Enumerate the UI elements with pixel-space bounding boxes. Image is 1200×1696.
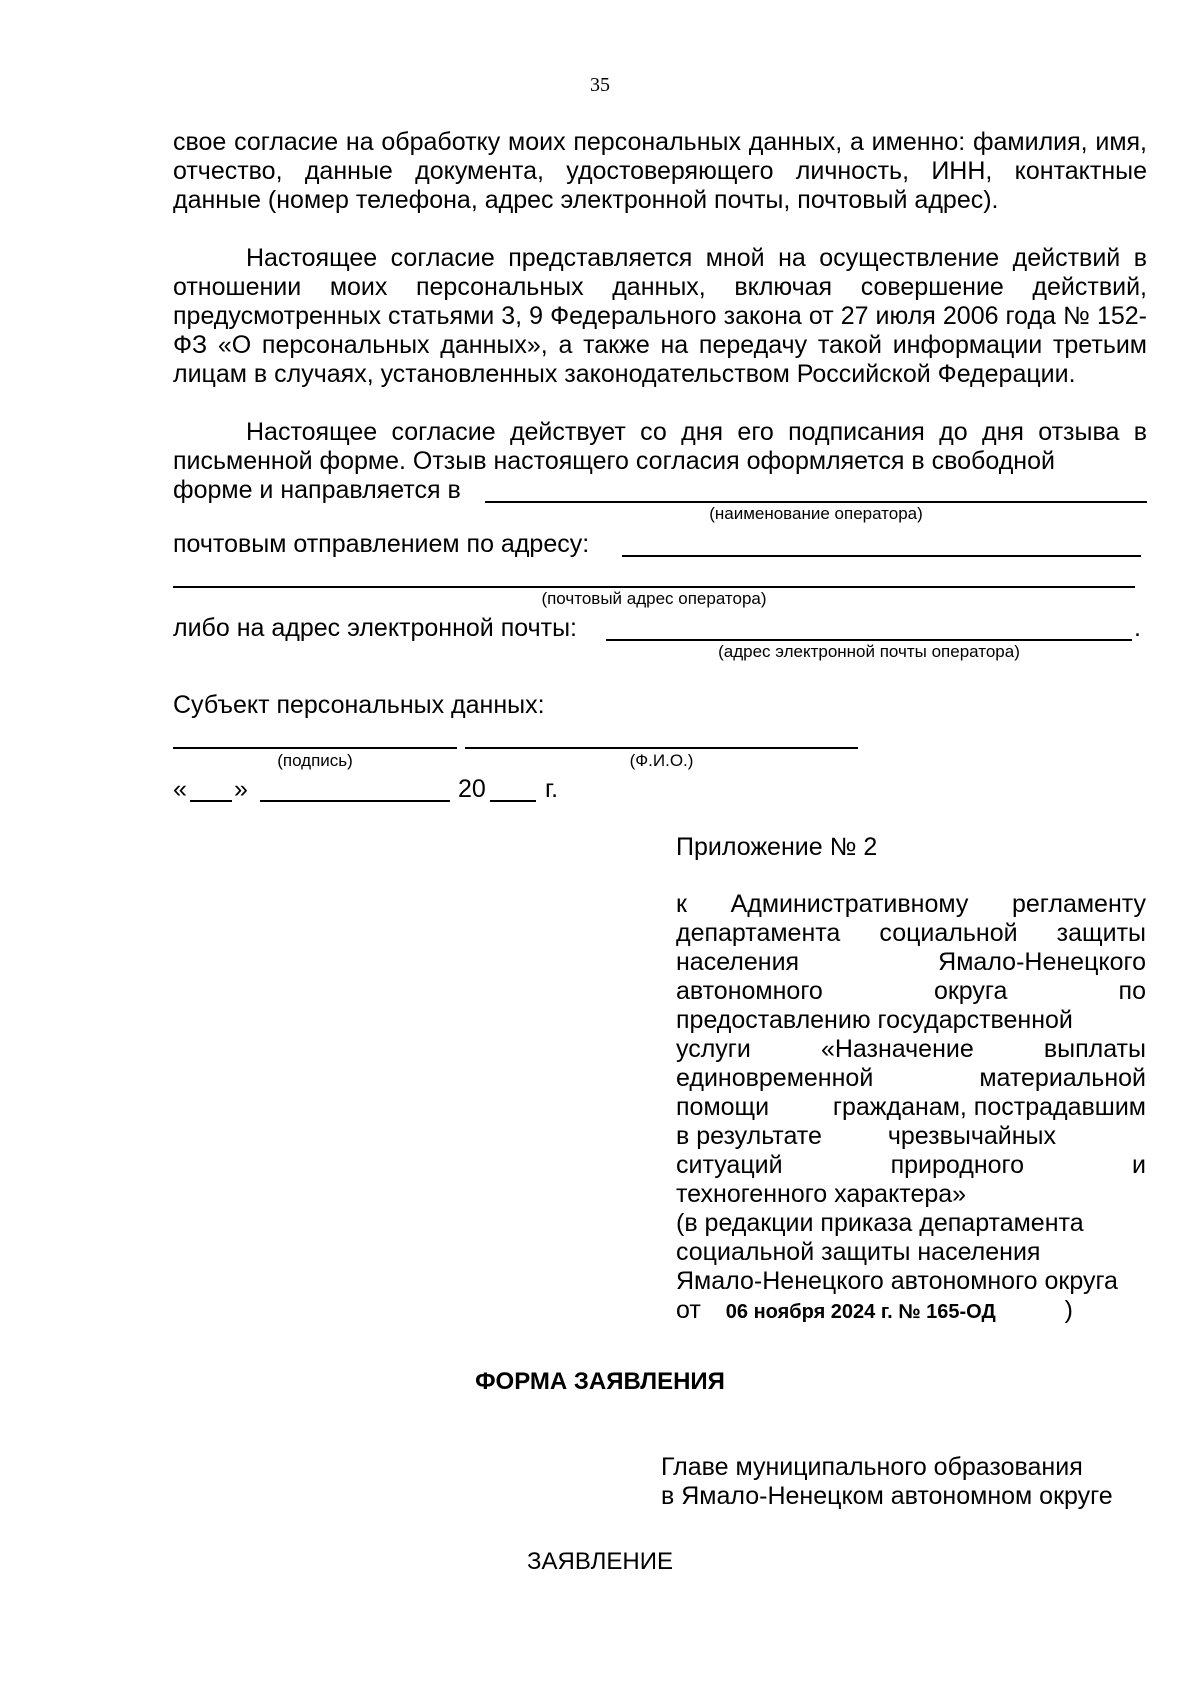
appendix-word: автономного: [676, 977, 823, 1005]
appendix-word: помощи: [676, 1093, 770, 1121]
edition-line: социальной защиты населения: [676, 1238, 1041, 1266]
consent-paragraph-1: свое согласие на обработку моих персональных данных, а именно: фамилия, имя, отчество, данные документа, удостоверяющего личность, ИНН, контактные данные (номер телефона, адрес электронной почты, почтовый адрес).: [173, 128, 1147, 214]
appendix-line: [676, 890, 1146, 919]
date-year-suffix: г.: [545, 775, 559, 803]
postal-address-line-1[interactable]: [622, 555, 1141, 557]
appendix-word: материальной: [979, 1064, 1146, 1092]
postal-address-line-2[interactable]: [173, 586, 1135, 588]
appendix-line: [676, 977, 1146, 1006]
appendix-word: и: [1132, 1151, 1146, 1179]
operator-name-caption: (наименование оператора): [709, 504, 923, 523]
statement-title: ЗАЯВЛЕНИЕ: [527, 1548, 673, 1575]
appendix-line: техногенного характера»: [676, 1180, 967, 1208]
fio-line[interactable]: [465, 747, 858, 749]
order-from-label: от: [676, 1296, 701, 1324]
appendix-word: в результате: [676, 1122, 822, 1150]
appendix-word: гражданам, пострадавшим: [832, 1093, 1146, 1121]
email-address-line[interactable]: [606, 639, 1132, 641]
appendix-word: чрезвычайных: [887, 1122, 1056, 1150]
appendix-word: ситуаций: [676, 1151, 783, 1179]
appendix-line: [676, 1122, 1146, 1151]
postal-address-caption: (почтовый адрес оператора): [541, 589, 767, 608]
order-close-paren: ): [1064, 1296, 1073, 1324]
appendix-line: [676, 1064, 1146, 1093]
edition-line: (в редакции приказа департамента: [676, 1209, 1084, 1237]
signature-line[interactable]: [173, 747, 457, 749]
signature-caption: (подпись): [277, 751, 353, 770]
date-quote-close: »: [234, 775, 248, 803]
appendix-word: «Назначение: [820, 1035, 974, 1063]
date-year-line[interactable]: [490, 800, 536, 802]
appendix-word: природного: [890, 1151, 1025, 1179]
email-end-dot: .: [1134, 614, 1141, 642]
appendix-line: [676, 1035, 1146, 1064]
appendix-word: Ямало-Ненецкого: [938, 948, 1146, 976]
subject-label: Субъект персональных данных:: [173, 691, 545, 719]
appendix-line: [676, 919, 1146, 948]
appendix-line: [676, 948, 1146, 977]
appendix-word: к: [676, 890, 687, 918]
appendix-word: услуги: [676, 1035, 751, 1063]
date-day-line[interactable]: [190, 800, 232, 802]
consent-paragraph-3: Настоящее согласие действует со дня его подписания до дня отзыва в письменной форме. Отзыв настоящего согласия оформляется в свободной: [173, 418, 1147, 475]
date-year-prefix: 20: [458, 775, 486, 803]
consent-paragraph-2: Настоящее согласие представляется мной на осуществление действий в отношении моих персональных данных, включая совершение действий, предусмотренных статьями 3, 9 Федерального закона от 27 июля 2006 года № 152-ФЗ «О персональных данных», а также на передачу такой информации третьим лицам в случаях, установленных законодательством Российской Федерации.: [173, 244, 1147, 388]
operator-name-line[interactable]: [485, 501, 1147, 503]
appendix-word: выплаты: [1043, 1035, 1146, 1063]
appendix-word: округа: [933, 977, 1008, 1005]
order-reference: 06 ноября 2024 г. № 165-ОД: [725, 1301, 996, 1323]
form-title: ФОРМА ЗАЯВЛЕНИЯ: [475, 1368, 725, 1395]
appendix-line: [676, 1093, 1146, 1122]
edition-line: Ямало-Ненецкого автономного округа: [676, 1267, 1118, 1295]
appendix-line: предоставлению государственной: [676, 1006, 1073, 1034]
email-address-caption: (адрес электронной почты оператора): [718, 642, 1020, 661]
operator-label: форме и направляется в: [173, 476, 461, 504]
appendix-text: [676, 890, 1146, 1327]
appendix-word: по: [1118, 977, 1146, 1005]
addressee-line-1: Главе муниципального образования: [661, 1453, 1083, 1481]
fio-caption: (Ф.И.О.): [629, 751, 694, 770]
appendix-word: социальной: [879, 919, 1018, 947]
appendix-line: [676, 1151, 1146, 1180]
date-month-line[interactable]: [260, 800, 450, 802]
appendix-word: департамента: [676, 919, 841, 947]
appendix-title: Приложение № 2: [676, 833, 878, 861]
appendix-word: защиты: [1056, 919, 1146, 947]
postal-label: почтовым отправлением по адресу:: [173, 530, 590, 558]
appendix-word: регламенту: [1012, 890, 1146, 918]
date-quote-open: «: [173, 775, 187, 803]
appendix-word: Административному: [730, 890, 969, 918]
order-line: [676, 1296, 1146, 1327]
page-number: 35: [590, 74, 610, 96]
email-label: либо на адрес электронной почты:: [173, 614, 578, 642]
appendix-word: населения: [676, 948, 800, 976]
addressee-line-2: в Ямало-Ненецком автономном округе: [661, 1482, 1113, 1510]
appendix-word: единовременной: [676, 1064, 874, 1092]
